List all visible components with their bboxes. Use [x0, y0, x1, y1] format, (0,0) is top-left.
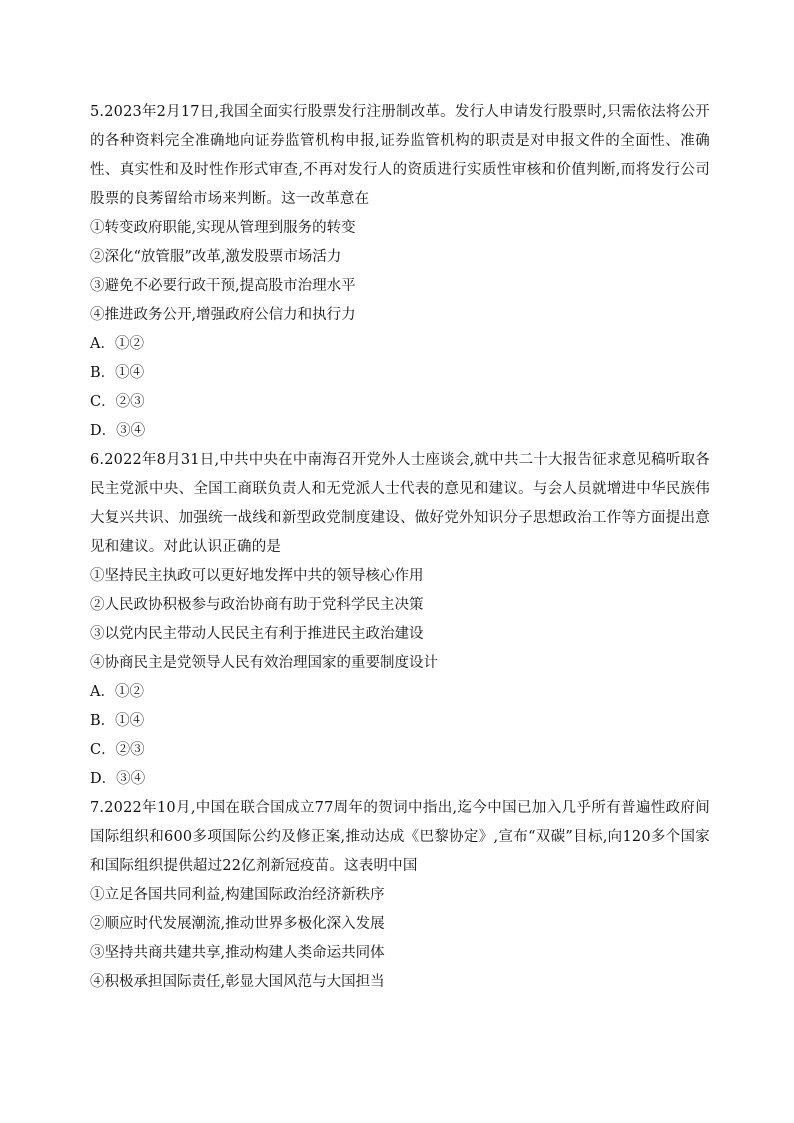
answer-option-a: A．①② — [90, 684, 144, 700]
statement-item: ④积极承担国际责任,彰显大国风范与大国担当 — [90, 974, 385, 990]
question-stem: 6.2022年8月31日,中共中央在中南海召开党外人士座谈会,就中共二十大报告征求意见稿听取各民主党派中央、全国工商联负责人和无党派人士代表的意见和建议。与会人员就增进中华民族伟大复兴共识、加强统一战线和新型政党制度建设、做好党外知识分子思想政治工作等方面提出意见和建议。对此认识正确的是 — [90, 452, 710, 555]
statement-item: ①转变政府职能,实现从管理到服务的转变 — [90, 220, 356, 236]
answer-option-c: C．②③ — [90, 742, 145, 758]
answer-option-b: B．①④ — [90, 713, 145, 729]
question-6 — [90, 446, 710, 794]
answer-option-c: C．②③ — [90, 394, 145, 410]
exam-page — [90, 98, 710, 997]
statement-item: ③以党内民主带动人民民主有利于推进民主政治建设 — [90, 626, 424, 642]
answer-option-a: A．①② — [90, 336, 144, 352]
statement-item: ①坚持民主执政可以更好地发挥中共的领导核心作用 — [90, 568, 424, 584]
statement-item: ④推进政务公开,增强政府公信力和执行力 — [90, 307, 356, 323]
statement-item: ②人民政协积极参与政治协商有助于党科学民主决策 — [90, 597, 424, 613]
answer-option-d: D．③④ — [90, 423, 146, 439]
statement-item: ③避免不必要行政干预,提高股市治理水平 — [90, 278, 356, 294]
statement-item: ④协商民主是党领导人民有效治理国家的重要制度设计 — [90, 655, 438, 671]
answer-option-d: D．③④ — [90, 771, 146, 787]
statement-item: ②顺应时代发展潮流,推动世界多极化深入发展 — [90, 916, 385, 932]
question-5 — [90, 98, 710, 446]
statement-item: ③坚持共商共建共享,推动构建人类命运共同体 — [90, 945, 385, 961]
question-7 — [90, 794, 710, 997]
statement-item: ①立足各国共同利益,构建国际政治经济新秩序 — [90, 887, 385, 903]
answer-option-b: B．①④ — [90, 365, 145, 381]
statement-item: ②深化“放管服”改革,激发股票市场活力 — [90, 249, 342, 265]
question-stem: 7.2022年10月,中国在联合国成立77周年的贺词中指出,迄今中国已加入几乎所有普遍性政府间国际组织和600多项国际公约及修正案,推动达成《巴黎协定》,宣布“双碳”目标,向120多个国家和国际组织提供超过22亿剂新冠疫苗。这表明中国 — [90, 800, 710, 874]
question-stem: 5.2023年2月17日,我国全面实行股票发行注册制改革。发行人申请发行股票时,只需依法将公开的各种资料完全准确地向证券监管机构申报,证券监管机构的职责是对申报文件的全面性、准确性、真实性和及时性作形式审查,不再对发行人的资质进行实质性审核和价值判断,而将发行公司股票的良莠留给市场来判断。这一改革意在 — [90, 104, 710, 207]
